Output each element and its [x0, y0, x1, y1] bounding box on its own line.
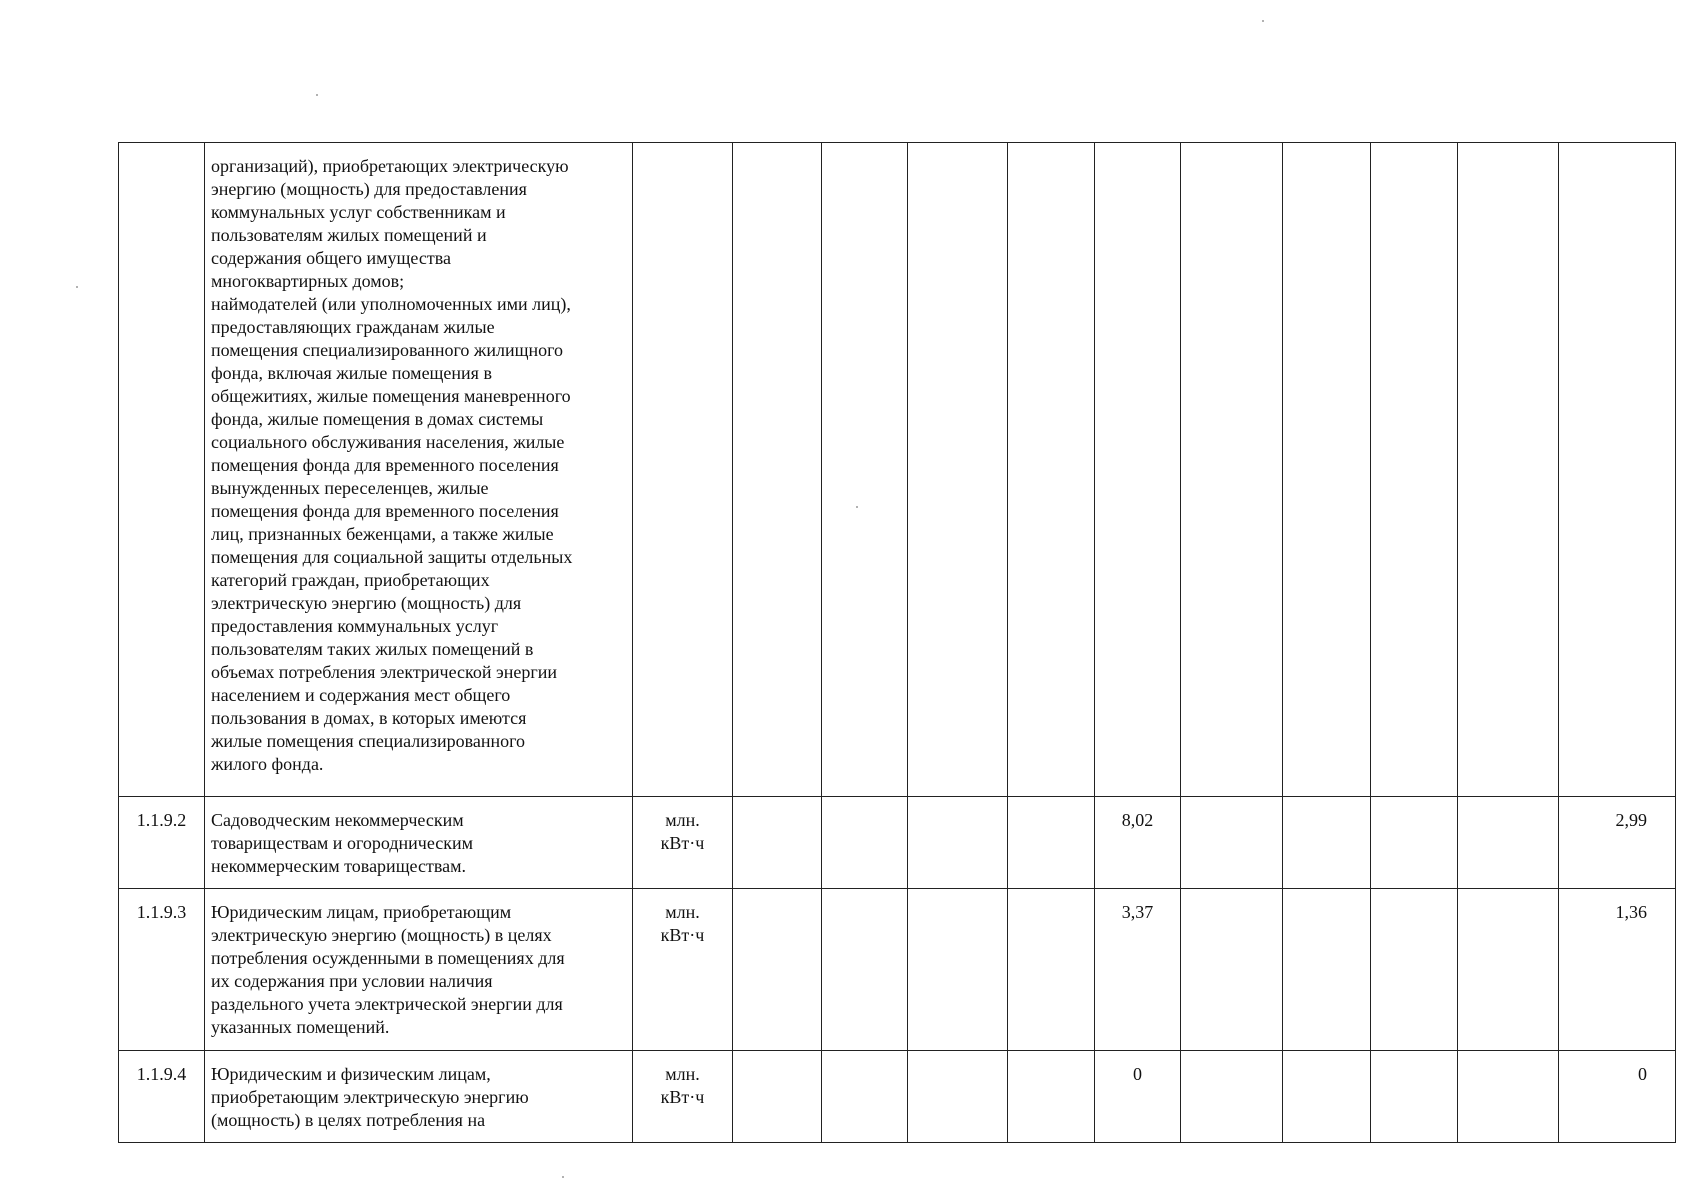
empty-cell — [733, 1051, 822, 1143]
row-value-2: 1,36 — [1559, 889, 1676, 1051]
empty-cell — [908, 889, 1008, 1051]
empty-cell — [908, 1051, 1008, 1143]
empty-cell — [822, 797, 908, 889]
row-unit: млн. кВт·ч — [633, 1051, 733, 1143]
row-description: Садоводческим некоммерческим товариществам и огородническим некоммерческим товариществам. — [205, 797, 633, 889]
row-value-2: 0 — [1559, 1051, 1676, 1143]
row-number: 1.1.9.4 — [119, 1051, 205, 1143]
empty-cell — [908, 143, 1008, 797]
empty-cell — [1371, 1051, 1458, 1143]
empty-cell — [1181, 797, 1283, 889]
row-value-1: 0 — [1095, 1051, 1181, 1143]
empty-cell — [1283, 1051, 1371, 1143]
table-row — [119, 797, 1676, 889]
empty-cell — [822, 1051, 908, 1143]
empty-cell — [1008, 797, 1095, 889]
row-value-1: 3,37 — [1095, 889, 1181, 1051]
table-row — [119, 143, 1676, 797]
empty-cell — [822, 889, 908, 1051]
row-unit: млн. кВт·ч — [633, 889, 733, 1051]
empty-cell — [1458, 797, 1559, 889]
table-row — [119, 1051, 1676, 1143]
row-value-2 — [1559, 143, 1676, 797]
empty-cell — [1283, 889, 1371, 1051]
empty-cell — [1181, 143, 1283, 797]
row-value-1 — [1095, 143, 1181, 797]
scan-speck — [562, 1176, 564, 1178]
table-row — [119, 889, 1676, 1051]
tariff-table — [118, 142, 1676, 1143]
empty-cell — [822, 143, 908, 797]
empty-cell — [1458, 143, 1559, 797]
empty-cell — [1371, 797, 1458, 889]
row-description: организаций), приобретающих электрическую энергию (мощность) для предоставления коммунальных услуг собственникам и пользователям жилых помещений и содержания общего имущества многоквартирных домов; наймодателей (или уполномоченных ими лиц), предоставляющих гражданам жилые помещения специализированного жилищного фонда, включая жилые помещения в общежитиях, жилые помещения маневренного фонда, жилые помещения в домах системы социального обслуживания населения, жилые помещения фонда для временного поселения вынужденных переселенцев, жилые помещения фонда для временного поселения лиц, признанных беженцами, а также жилые помещения для социальной защиты отдельных категорий граждан, приобретающих электрическую энергию (мощность) для предоставления коммунальных услуг пользователям таких жилых помещений в объемах потребления электрической энергии населением и содержания мест общего пользования в домах, в которых имеются жилые помещения специализированного жилого фонда. — [205, 143, 633, 797]
scan-speck — [856, 506, 858, 508]
scan-speck — [316, 94, 318, 96]
empty-cell — [1008, 143, 1095, 797]
empty-cell — [1181, 1051, 1283, 1143]
empty-cell — [1008, 889, 1095, 1051]
row-number: 1.1.9.3 — [119, 889, 205, 1051]
empty-cell — [1458, 889, 1559, 1051]
empty-cell — [1181, 889, 1283, 1051]
empty-cell — [733, 889, 822, 1051]
row-value-1: 8,02 — [1095, 797, 1181, 889]
row-unit — [633, 143, 733, 797]
empty-cell — [1371, 143, 1458, 797]
empty-cell — [1283, 143, 1371, 797]
empty-cell — [1371, 889, 1458, 1051]
row-description: Юридическим лицам, приобретающим электрическую энергию (мощность) в целях потребления осужденными в помещениях для их содержания при условии наличия раздельного учета электрической энергии для указанных помещений. — [205, 889, 633, 1051]
empty-cell — [733, 143, 822, 797]
row-unit: млн. кВт·ч — [633, 797, 733, 889]
empty-cell — [1008, 1051, 1095, 1143]
empty-cell — [908, 797, 1008, 889]
empty-cell — [733, 797, 822, 889]
row-number — [119, 143, 205, 797]
row-value-2: 2,99 — [1559, 797, 1676, 889]
empty-cell — [1283, 797, 1371, 889]
scan-speck — [1262, 20, 1264, 22]
row-number: 1.1.9.2 — [119, 797, 205, 889]
row-description: Юридическим и физическим лицам, приобретающим электрическую энергию (мощность) в целях потребления на — [205, 1051, 633, 1143]
empty-cell — [1458, 1051, 1559, 1143]
scan-speck — [76, 286, 78, 288]
